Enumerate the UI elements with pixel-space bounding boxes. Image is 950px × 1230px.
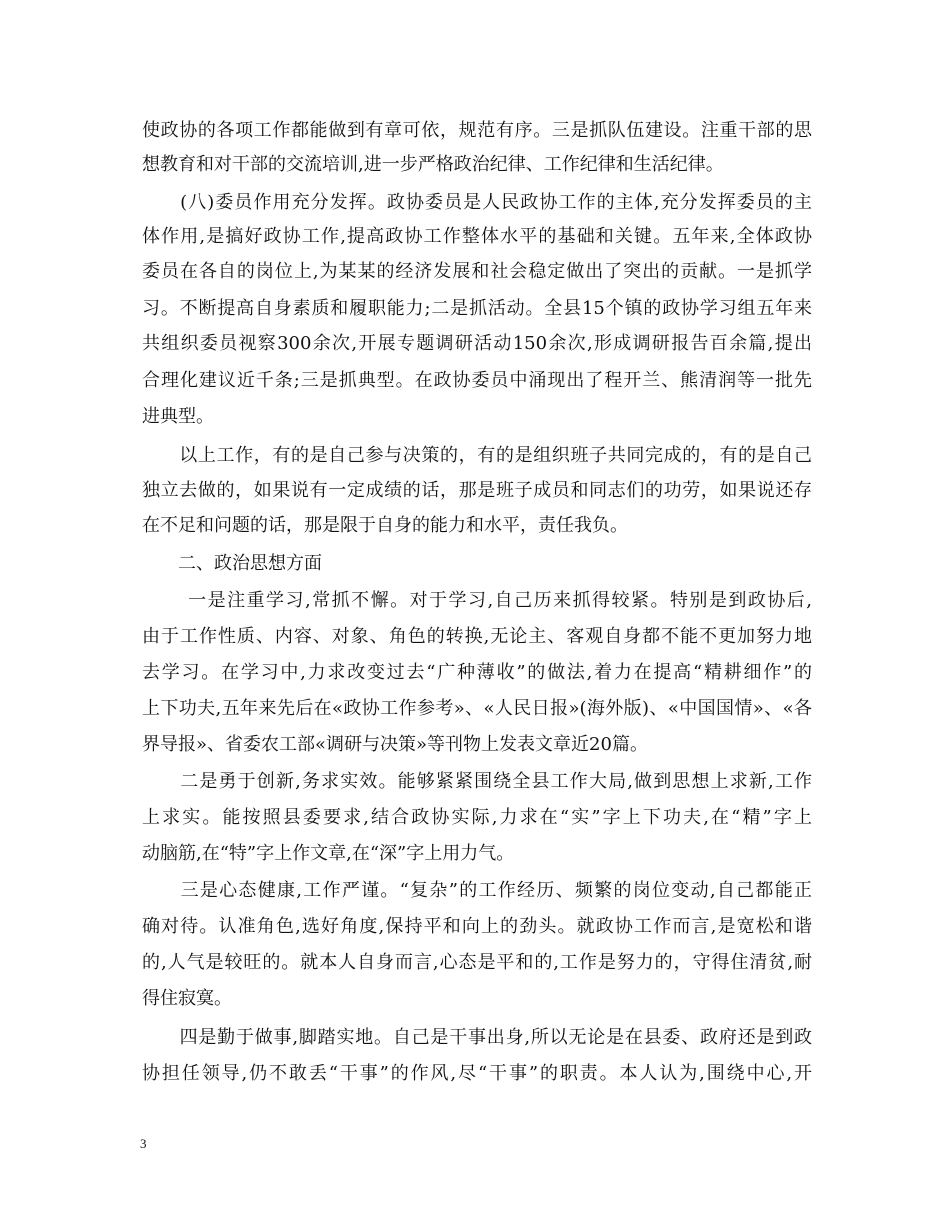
page-number: 3 (140, 1136, 147, 1151)
text-line: 一是注重学习,常抓不懈。对于学习,自己历来抓得较紧。特别是到政协后, (142, 590, 812, 611)
text-line: 动脑筋,在“特”字上作文章,在“深”字上用力气。 (142, 843, 515, 864)
text-line: 进典型。 (142, 406, 214, 427)
text-line: 合理化建议近千条;三是抓典型。在政协委员中涌现出了程开兰、熊清润等一批先 (142, 370, 812, 391)
text-line: 委员在各自的岗位上,为某某的经济发展和社会稳定做出了突出的贡献。一是抓学 (142, 261, 812, 282)
section-heading: 二、政治思想方面 (142, 553, 322, 574)
text-line: 上下功夫,五年来先后在«政协工作参考»、«人民日报»(海外版)、«中国国情»、«各 (142, 698, 812, 719)
text-line: 三是心态健康,工作严谨。“复杂”的工作经历、频繁的岗位变动,自己都能正 (142, 880, 812, 901)
text-line: 体作用,是搞好政协工作,提高政协工作整体水平的基础和关键。五年来,全体政协 (142, 226, 812, 247)
text-line: 的,人气是较旺的。就本人自身而言,心态是平和的,工作是努力的，守得住清贫,耐 (142, 952, 812, 973)
text-line: 得住寂寞。 (142, 988, 232, 1009)
text-line: 使政协的各项工作都能做到有章可依，规范有序。三是抓队伍建设。注重干部的思 (142, 120, 812, 141)
text-line: 去学习。在学习中,力求改变过去“广种薄收”的做法,着力在提高“精耕细作”的 (142, 662, 812, 683)
text-line: 确对待。认准角色,选好角度,保持平和向上的劲头。就政协工作而言,是宽松和谐 (142, 916, 812, 937)
text-line: 在不足和问题的话，那是限于自身的能力和水平，责任我负。 (142, 515, 628, 536)
text-line: 由于工作性质、内容、对象、角色的转换,无论主、客观自身都不能不更加努力地 (142, 626, 812, 647)
text-line: 共组织委员视察300余次,开展专题调研活动150余次,形成调研报告百余篇,提出 (142, 333, 812, 354)
text-line: 独立去做的，如果说有一定成绩的话，那是班子成员和同志们的功劳，如果说还存 (142, 480, 812, 501)
text-line: 四是勤于做事,脚踏实地。自己是干事出身,所以无论是在县委、政府还是到政 (142, 1027, 812, 1048)
text-line: 二是勇于创新,务求实效。能够紧紧围绕全县工作大局,做到思想上求新,工作 (142, 771, 812, 792)
text-line: 习。不断提高自身素质和履职能力;二是抓活动。全县15个镇的政协学习组五年来 (142, 298, 812, 319)
text-line: 上求实。能按照县委要求,结合政协实际,力求在“实”字上下功夫,在“精”字上 (142, 807, 812, 828)
text-line: (八)委员作用充分发挥。政协委员是人民政协工作的主体,充分发挥委员的主 (142, 192, 812, 213)
text-line: 界导报»、省委农工部«调研与决策»等刊物上发表文章近20篇。 (142, 734, 648, 755)
text-line: 以上工作，有的是自己参与决策的，有的是组织班子共同完成的，有的是自己 (142, 445, 812, 466)
text-line: 想教育和对干部的交流培训,进一步严格政治纪律、工作纪律和生活纪律。 (142, 154, 724, 175)
text-line: 协担任领导,仍不敢丢“干事”的作风,尽“干事”的职责。本人认为,围绕中心,开 (142, 1063, 812, 1084)
